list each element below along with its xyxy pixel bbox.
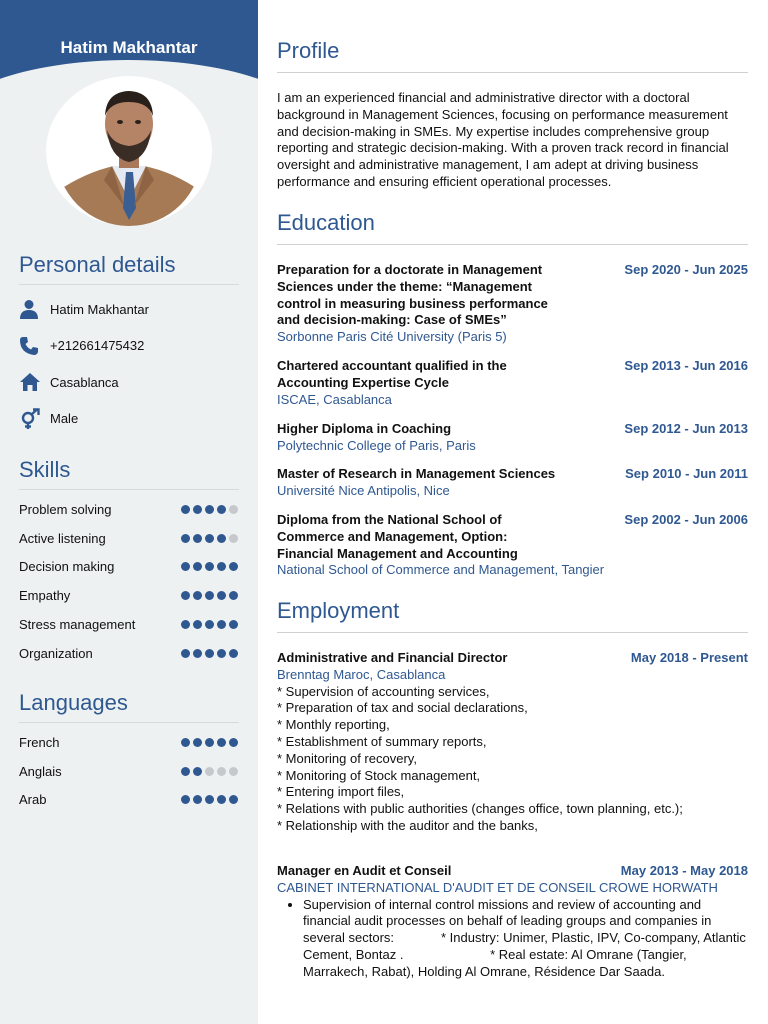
- languages-list: [19, 728, 239, 814]
- skill-row: [19, 553, 239, 582]
- education-school: Université Nice Antipolis, Nice: [277, 482, 450, 498]
- rating-dot-filled: [193, 649, 202, 658]
- personal-detail-city: [19, 364, 239, 401]
- education-date: Sep 2013 - Jun 2016: [624, 358, 748, 373]
- education-degree: Master of Research in Management Sciences: [277, 466, 556, 481]
- rating-dot-filled: [193, 562, 202, 571]
- education-entry: [277, 512, 748, 579]
- profile-title: Profile: [277, 38, 748, 73]
- education-school: Sorbonne Paris Cité University (Paris 5): [277, 329, 507, 345]
- skill-label: Stress management: [19, 617, 136, 633]
- candidate-name: Hatim Makhantar: [60, 38, 198, 57]
- rating-dots: [181, 620, 238, 629]
- education-entry: [277, 262, 748, 346]
- language-label: Anglais: [19, 763, 62, 779]
- rating-dot-filled: [193, 738, 202, 747]
- rating-dot-empty: [229, 767, 238, 776]
- phone-icon: [19, 336, 50, 356]
- rating-dot-filled: [217, 505, 226, 514]
- education-title: Education: [277, 210, 748, 245]
- education-degree: Diploma from the National School of Commerce and Management, Option: Financial Management and Accounting: [277, 512, 518, 561]
- languages-section: [19, 690, 239, 814]
- languages-title: Languages: [19, 690, 239, 723]
- personal-detail-gender: [19, 401, 239, 438]
- language-row: [19, 757, 239, 786]
- job-company: CABINET INTERNATIONAL D'AUDIT ET DE CONSEIL CROWE HORWATH: [277, 879, 718, 895]
- education-entry: [277, 466, 748, 500]
- rating-dots: [181, 738, 238, 747]
- skill-label: Organization: [19, 645, 93, 661]
- rating-dot-filled: [229, 562, 238, 571]
- job-duty-line: * Supervision of accounting services,: [277, 683, 490, 699]
- skill-row: [19, 610, 239, 639]
- job-duty-line: * Monitoring of Stock management,: [277, 767, 481, 783]
- personal-detail-value: Hatim Makhantar: [50, 301, 149, 317]
- rating-dot-filled: [181, 562, 190, 571]
- rating-dot-empty: [217, 767, 226, 776]
- education-degree: Higher Diploma in Coaching: [277, 421, 452, 436]
- sidebar: [0, 0, 258, 1024]
- education-school: ISCAE, Casablanca: [277, 391, 392, 407]
- rating-dot-filled: [181, 738, 190, 747]
- education-date: Sep 2002 - Jun 2006: [624, 512, 748, 527]
- rating-dot-filled: [181, 649, 190, 658]
- rating-dot-filled: [193, 767, 202, 776]
- personal-details-title: Personal details: [19, 252, 239, 285]
- rating-dot-filled: [193, 620, 202, 629]
- job-bullets: [277, 897, 748, 981]
- personal-detail-name: [19, 291, 239, 328]
- rating-dot-filled: [181, 620, 190, 629]
- education-degree: Preparation for a doctorate in Management Sciences under the theme: “Management control in measuring business performance and decision-making: Case of SMEs”: [277, 262, 548, 328]
- education-entry: [277, 421, 748, 455]
- rating-dot-filled: [193, 505, 202, 514]
- education-date: Sep 2020 - Jun 2025: [624, 262, 748, 277]
- rating-dot-filled: [181, 534, 190, 543]
- rating-dot-filled: [205, 795, 214, 804]
- education-entry: [277, 358, 748, 408]
- rating-dot-filled: [205, 649, 214, 658]
- skill-label: Active listening: [19, 530, 106, 546]
- job-duty-line: * Entering import files,: [277, 784, 405, 800]
- profile-text: I am an experienced financial and administrative director with a doctoral background in Management Sciences, focusing on performance measurement and decision-making in SMEs. My expertise includes comprehensive group reporting and strategic decision-making. With a proven track record in financial oversight and administrative management, I am adept at driving business performance and ensuring efficient operational processes.: [277, 90, 729, 189]
- job-title: Manager en Audit et Conseil: [277, 863, 452, 878]
- skill-label: Decision making: [19, 559, 115, 575]
- personal-detail-value: Casablanca: [50, 374, 119, 390]
- skill-row: [19, 524, 239, 553]
- rating-dot-filled: [181, 767, 190, 776]
- rating-dot-filled: [205, 620, 214, 629]
- job-bullet-item: • Supervision of internal control missions and review of accounting and financial audit processes on behalf of leading groups and companies in several sectors: * Industry: Unimer, Plastic, IPV, Co-company, Atlantic Cement, Bontaz . * Real estate: Al Omrane (Tangier, Marrakech, Rabat), Holding Al Omrane, Résidence Dar Saada.: [303, 897, 748, 981]
- rating-dot-filled: [193, 591, 202, 600]
- personal-detail-value: +212661475432: [50, 338, 145, 354]
- rating-dot-filled: [217, 562, 226, 571]
- job-title: Administrative and Financial Director: [277, 650, 508, 665]
- skill-label: Problem solving: [19, 501, 112, 517]
- rating-dots: [181, 534, 238, 543]
- rating-dot-filled: [181, 795, 190, 804]
- rating-dot-filled: [217, 649, 226, 658]
- education-school: Polytechnic College of Paris, Paris: [277, 437, 476, 453]
- rating-dot-filled: [205, 534, 214, 543]
- rating-dot-filled: [217, 795, 226, 804]
- job-duty-line: * Establishment of summary reports,: [277, 733, 487, 749]
- rating-dot-empty: [205, 767, 214, 776]
- skill-label: Empathy: [19, 588, 71, 604]
- skills-list: [19, 495, 239, 668]
- rating-dot-filled: [229, 591, 238, 600]
- rating-dot-filled: [229, 649, 238, 658]
- language-row: [19, 786, 239, 815]
- rating-dot-empty: [229, 505, 238, 514]
- rating-dot-filled: [205, 738, 214, 747]
- home-icon: [19, 372, 50, 392]
- job-entry: [277, 650, 748, 835]
- rating-dots: [181, 562, 238, 571]
- employment-title: Employment: [277, 598, 748, 633]
- education-date: Sep 2012 - Jun 2013: [624, 421, 748, 436]
- personal-detail-phone: [19, 328, 239, 365]
- rating-dots: [181, 591, 238, 600]
- rating-dot-filled: [181, 505, 190, 514]
- job-duty-line: * Monitoring of recovery,: [277, 750, 417, 766]
- language-row: [19, 728, 239, 757]
- job-duties: [277, 684, 748, 835]
- job-duty-line: * Relationship with the auditor and the banks,: [277, 817, 538, 833]
- rating-dots: [181, 795, 238, 804]
- skill-row: [19, 581, 239, 610]
- rating-dot-filled: [181, 591, 190, 600]
- rating-dots: [181, 767, 238, 776]
- personal-detail-value: Male: [50, 411, 79, 427]
- skills-section: [19, 457, 239, 668]
- rating-dot-filled: [217, 738, 226, 747]
- rating-dot-filled: [229, 738, 238, 747]
- education-school: National School of Commerce and Management, Tangier: [277, 562, 605, 578]
- job-duty-line: * Monthly reporting,: [277, 717, 390, 733]
- rating-dot-empty: [229, 534, 238, 543]
- job-entry: [277, 863, 748, 981]
- personal-details-section: [19, 252, 239, 437]
- language-label: Arab: [19, 792, 47, 808]
- rating-dot-filled: [229, 620, 238, 629]
- profile-photo: [56, 80, 202, 226]
- skills-title: Skills: [19, 457, 239, 490]
- rating-dot-filled: [217, 591, 226, 600]
- rating-dot-filled: [217, 534, 226, 543]
- rating-dot-filled: [229, 795, 238, 804]
- rating-dots: [181, 505, 238, 514]
- rating-dot-filled: [205, 562, 214, 571]
- person-icon: [19, 299, 50, 319]
- rating-dot-filled: [205, 505, 214, 514]
- rating-dot-filled: [217, 620, 226, 629]
- gender-icon: [19, 408, 50, 430]
- rating-dot-filled: [205, 591, 214, 600]
- skill-row: [19, 495, 239, 524]
- education-degree: Chartered accountant qualified in the Accounting Expertise Cycle: [277, 358, 507, 390]
- job-company: Brenntag Maroc, Casablanca: [277, 666, 446, 682]
- rating-dots: [181, 649, 238, 658]
- job-date: May 2013 - May 2018: [620, 863, 748, 878]
- job-date: May 2018 - Present: [630, 650, 748, 665]
- education-date: Sep 2010 - Jun 2011: [625, 466, 748, 481]
- rating-dot-filled: [193, 534, 202, 543]
- skill-row: [19, 639, 239, 668]
- language-label: French: [19, 734, 60, 750]
- job-duty-line: * Preparation of tax and social declarations,: [277, 700, 528, 716]
- job-duty-line: * Relations with public authorities (changes office, town planning, etc.);: [277, 801, 683, 817]
- rating-dot-filled: [193, 795, 202, 804]
